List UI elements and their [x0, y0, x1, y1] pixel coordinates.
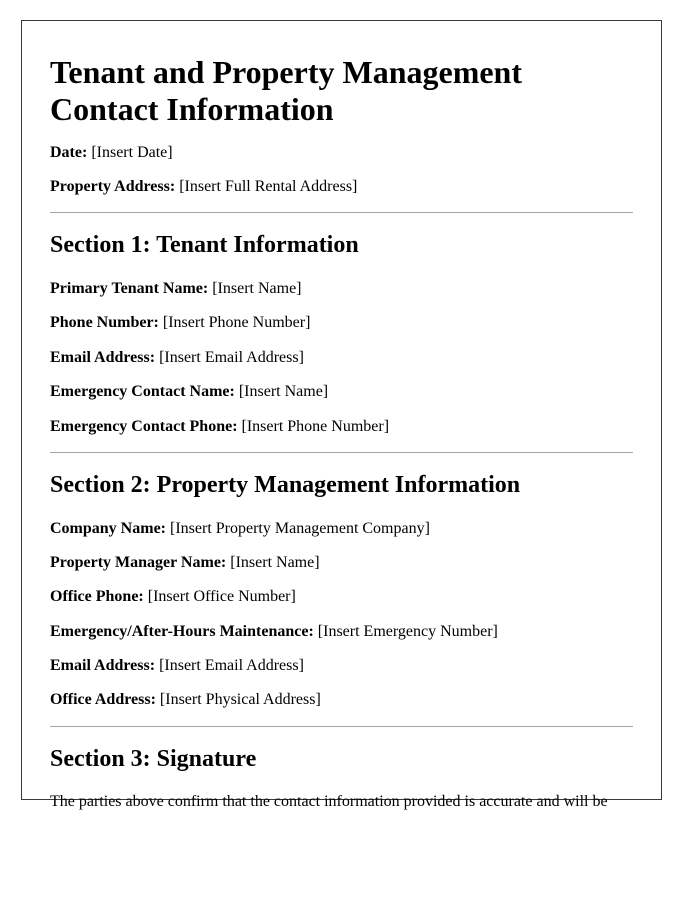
field-row-date [50, 144, 633, 162]
field-label: Emergency Contact Name: [50, 383, 235, 401]
field-value: [Insert Date] [91, 143, 173, 161]
field-row-office-address [50, 691, 633, 709]
field-label: Property Address: [50, 177, 176, 195]
field-label: Primary Tenant Name: [50, 279, 209, 297]
field-value: [Insert Email Address] [159, 348, 304, 366]
field-label: Company Name: [50, 519, 166, 537]
field-value: [Insert Phone Number] [162, 314, 311, 332]
field-value: [Insert Physical Address] [159, 691, 321, 709]
field-label: Property Manager Name: [50, 553, 227, 571]
section-divider [50, 452, 633, 453]
field-label: Email Address: [50, 657, 156, 675]
section-2-heading: Section 2: Property Management Information [50, 471, 521, 498]
field-value: [Insert Name] [238, 383, 329, 401]
field-label: Emergency/After-Hours Maintenance: [50, 622, 314, 640]
field-value: [Insert Phone Number] [241, 417, 390, 435]
field-label: Office Address: [50, 691, 156, 709]
field-row-emergency-contact-phone [50, 418, 633, 436]
field-value: [Insert Property Management Company] [170, 519, 430, 537]
section-3-heading: Section 3: Signature [50, 745, 257, 772]
field-row-pm-email-address [50, 657, 633, 675]
field-row-emergency-maintenance [50, 623, 633, 641]
field-row-email-address [50, 349, 633, 367]
field-value: [Insert Emergency Number] [317, 622, 498, 640]
field-label: Phone Number: [50, 314, 159, 332]
field-label: Date: [50, 143, 88, 161]
field-value: [Insert Office Number] [147, 588, 296, 606]
field-value: [Insert Name] [212, 279, 302, 297]
field-row-primary-tenant-name [50, 280, 633, 298]
field-value: [Insert Full Rental Address] [179, 177, 358, 195]
field-row-phone-number [50, 314, 633, 332]
field-value: [Insert Email Address] [159, 657, 304, 675]
field-label: Office Phone: [50, 588, 144, 606]
field-row-property-manager-name [50, 554, 633, 572]
document-page [21, 20, 662, 811]
field-row-emergency-contact-name [50, 383, 633, 401]
section-divider [50, 726, 633, 727]
field-label: Email Address: [50, 348, 156, 366]
field-row-property-address [50, 178, 633, 196]
section-divider [50, 212, 633, 213]
field-row-office-phone [50, 588, 633, 606]
page-title: Tenant and Property Management Contact Information [50, 54, 522, 127]
field-label: Emergency Contact Phone: [50, 417, 238, 435]
field-value: [Insert Name] [230, 553, 320, 571]
field-row-company-name [50, 520, 633, 538]
section-1-heading: Section 1: Tenant Information [50, 232, 359, 259]
signature-statement: The parties above confirm that the contact information provided is accurate and will be [50, 793, 608, 811]
